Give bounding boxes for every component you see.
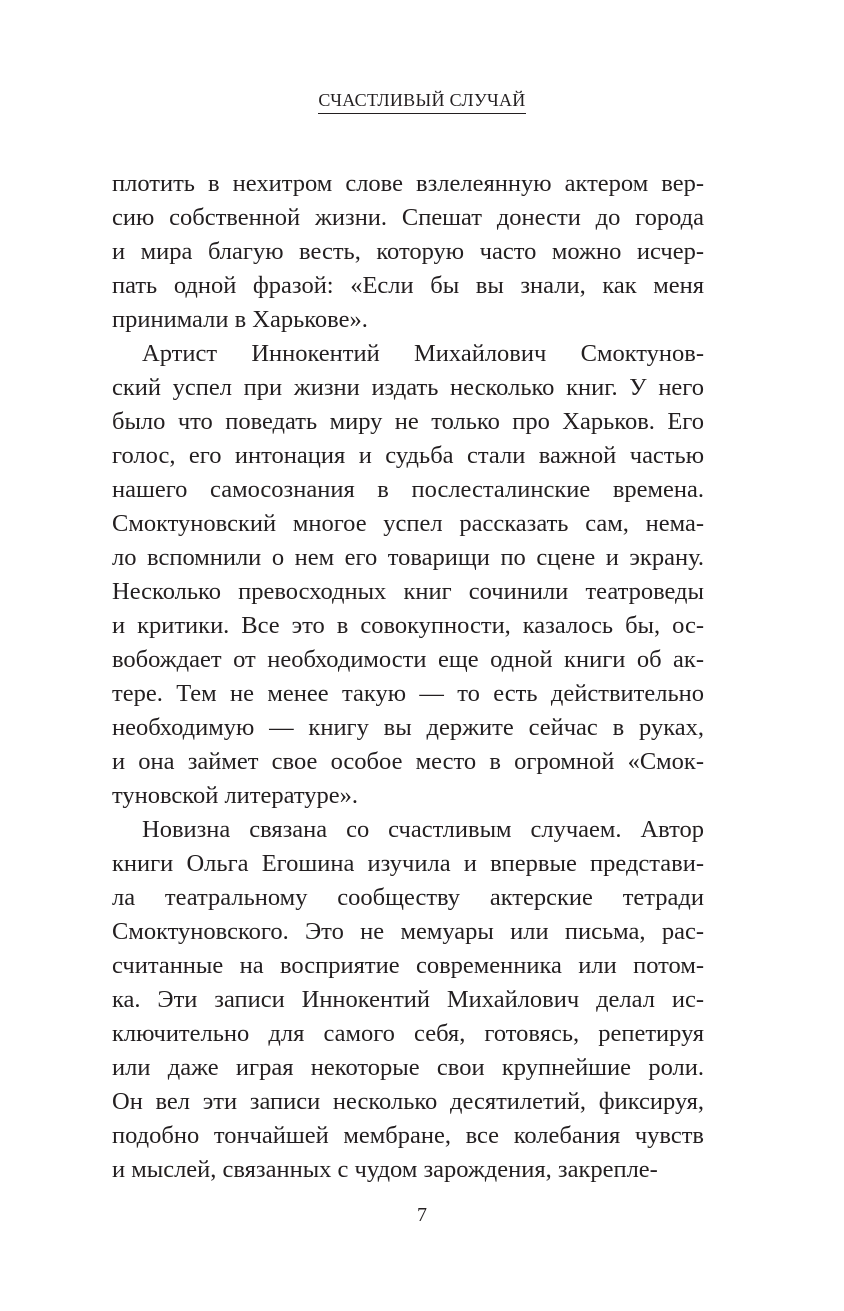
- text-line: Смоктуновского. Это не мемуары или письма, рас-: [112, 918, 704, 945]
- text-line: сию собственной жизни. Спешат донести до города: [112, 204, 704, 231]
- text-line: Новизна связана со счастливым случаем. Автор: [142, 816, 704, 843]
- text-line: тере. Тем не менее такую — то есть действительно: [112, 680, 704, 707]
- text-line: ский успел при жизни издать несколько книг. У него: [112, 374, 704, 401]
- text-line: и она займет свое особое место в огромной «Смок-: [112, 748, 704, 775]
- text-line: и мира благую весть, которую часто можно исчер-: [112, 238, 704, 265]
- text-line: вобождает от необходимости еще одной книги об ак-: [112, 646, 704, 673]
- paragraph: [112, 813, 704, 1187]
- text-line: ключительно для самого себя, готовясь, репетируя: [112, 1020, 704, 1047]
- text-line: Он вел эти записи несколько десятилетий, фиксируя,: [112, 1088, 704, 1115]
- text-line: ка. Эти записи Иннокентий Михайлович делал ис-: [112, 986, 704, 1013]
- text-line: принимали в Харькове».: [112, 306, 368, 333]
- text-line: книги Ольга Егошина изучила и впервые представи-: [112, 850, 704, 877]
- text-line: было что поведать миру не только про Харьков. Его: [112, 408, 704, 435]
- body-text: [112, 167, 704, 1187]
- text-line: нашего самосознания в послесталинские времена.: [112, 476, 704, 503]
- running-head: [0, 90, 844, 114]
- text-line: ла театральному сообществу актерские тетради: [112, 884, 704, 911]
- text-line: туновской литературе».: [112, 782, 358, 809]
- paragraph: [112, 337, 704, 813]
- text-line: пать одной фразой: «Если бы вы знали, как меня: [112, 272, 704, 299]
- text-line: и критики. Все это в совокупности, казалось бы, ос-: [112, 612, 704, 639]
- text-line: Смоктуновский многое успел рассказать сам, нема-: [112, 510, 704, 537]
- text-line: Артист Иннокентий Михайлович Смоктунов-: [142, 340, 704, 367]
- text-line: необходимую — книгу вы держите сейчас в руках,: [112, 714, 704, 741]
- text-line: ло вспомнили о нем его товарищи по сцене и экрану.: [112, 544, 704, 571]
- text-line: голос, его интонация и судьба стали важной частью: [112, 442, 704, 469]
- paragraph: [112, 167, 704, 337]
- page-number: 7: [417, 1204, 427, 1226]
- text-line: и мыслей, связанных с чудом зарождения, закрепле-: [112, 1156, 658, 1183]
- text-line: Несколько превосходных книг сочинили театроведы: [112, 578, 704, 605]
- text-line: плотить в нехитром слове взлелеянную актером вер-: [112, 170, 704, 197]
- text-line: или даже играя некоторые свои крупнейшие роли.: [112, 1054, 704, 1081]
- running-head-title: СЧАСТЛИВЫЙ СЛУЧАЙ: [318, 90, 525, 114]
- text-line: считанные на восприятие современника или потом-: [112, 952, 704, 979]
- text-line: подобно тончайшей мембране, все колебания чувств: [112, 1122, 704, 1149]
